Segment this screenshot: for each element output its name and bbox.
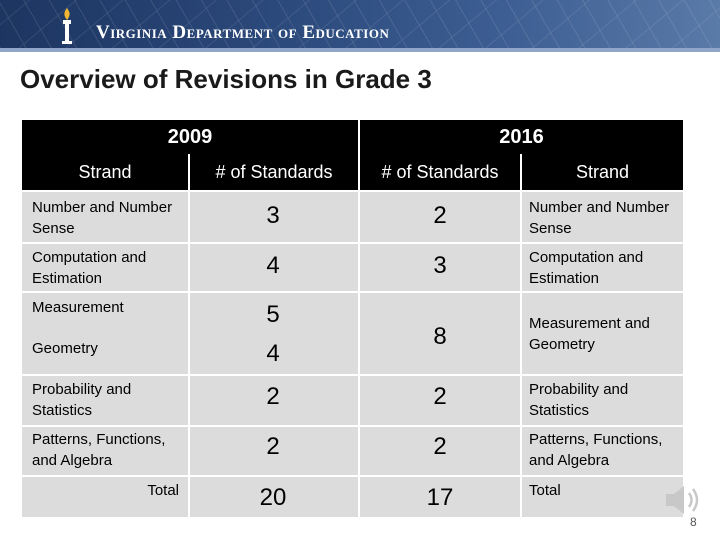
row-divider <box>22 475 683 477</box>
strand-2016-measurement-geometry: Measurement and Geometry <box>529 315 650 353</box>
slide-number: 8 <box>690 515 697 529</box>
strand-2016-computation: Computation and Estimation <box>529 249 644 287</box>
strand-2009-probability: Probability and Statistics <box>32 381 132 419</box>
column-divider <box>520 192 522 517</box>
row-divider <box>22 242 683 244</box>
strand-2016-patterns: Patterns, Functions, and Algebra <box>529 431 663 469</box>
row-divider <box>22 374 683 376</box>
strand-2016-number-sense: Number and Number Sense <box>529 199 670 237</box>
year-2009-header: 2009 <box>167 126 213 148</box>
column-divider <box>188 192 190 517</box>
strand-2009-geometry: Geometry <box>32 340 98 357</box>
total-count-2016: 17 <box>426 484 454 511</box>
count-2009-computation: 4 <box>266 252 280 279</box>
strand-2009-number-sense: Number and Number Sense <box>32 199 173 237</box>
strand-2009-computation: Computation and Estimation <box>32 249 147 287</box>
count-2016-patterns: 2 <box>433 433 447 460</box>
torch-logo-icon <box>58 6 76 44</box>
column-divider <box>358 192 360 517</box>
total-label-2016: Total <box>529 482 561 499</box>
revisions-table <box>22 120 683 517</box>
strand-2016-probability: Probability and Statistics <box>529 381 629 419</box>
count-2016-measurement-geometry: 8 <box>433 323 447 350</box>
count-2016-number-sense: 2 <box>433 202 447 229</box>
count-2016-probability: 2 <box>433 383 447 410</box>
strand-2009-measurement: Measurement <box>32 299 124 316</box>
count-2009-number-sense: 3 <box>266 202 280 229</box>
count-2016-computation: 3 <box>433 252 447 279</box>
count-2009-probability: 2 <box>266 383 280 410</box>
total-count-2009: 20 <box>259 484 287 511</box>
count-2009-measurement: 5 <box>266 301 280 328</box>
col-header-standards-2009: # of Standards <box>215 162 333 182</box>
col-header-standards-2016: # of Standards <box>381 162 499 182</box>
speaker-icon[interactable] <box>660 478 704 522</box>
year-2016-header: 2016 <box>499 126 544 148</box>
row-divider <box>22 291 683 293</box>
col-header-strand-2016: Strand <box>575 162 630 182</box>
banner-title: Virginia Department of Education <box>96 22 390 43</box>
strand-2009-patterns: Patterns, Functions, and Algebra <box>32 431 166 469</box>
page-title: Overview of Revisions in Grade 3 <box>20 64 432 94</box>
count-2009-geometry: 4 <box>266 340 280 367</box>
count-2009-patterns: 2 <box>266 433 280 460</box>
header-banner <box>0 0 720 48</box>
total-label-2009: Total <box>147 482 179 499</box>
row-divider <box>22 425 683 427</box>
banner-rule <box>0 48 720 52</box>
col-header-strand-2009: Strand <box>78 162 132 182</box>
